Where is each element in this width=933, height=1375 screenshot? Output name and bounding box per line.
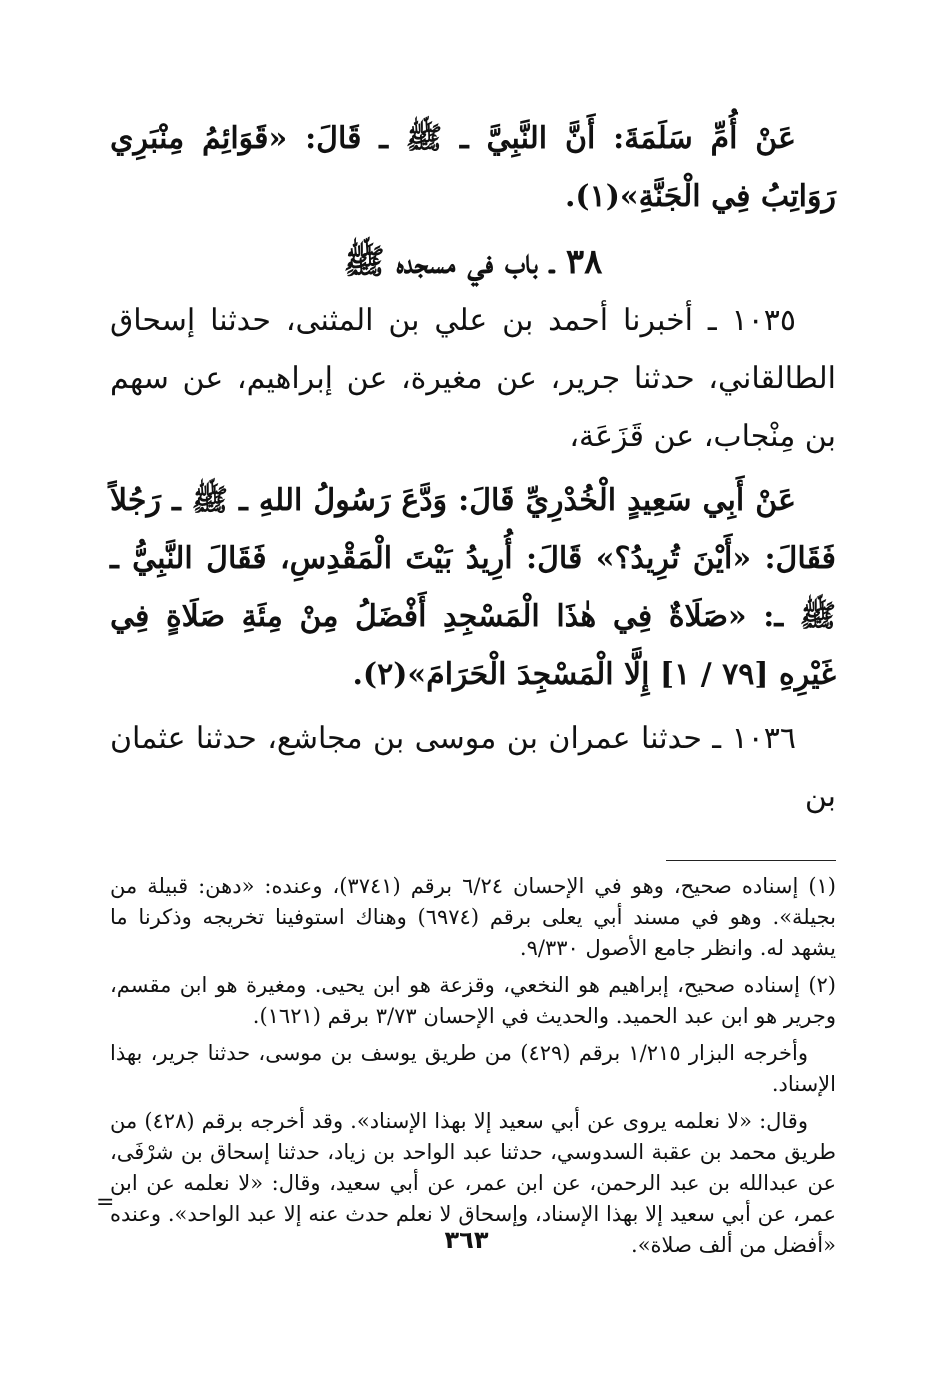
- page-number: ٣٦٣: [444, 1226, 489, 1254]
- hadith-1036-start: ١٠٣٦ ـ حدثنا عمران بن موسى بن مجاشع، حدثنا عثمان بن: [110, 721, 836, 814]
- footnote-2-continuation-b: وقال: «لا نعلمه يروى عن أبي سعيد إلا بهذا الإسناد». وقد أخرجه برقم (٤٢٨) من طريق محمد بن عقبة السدوسي، حدثنا عبد الواحد بن زياد، حدثنا إسحاق بن شرْفَى، عن عبدالله بن عبد الرحمن، عن ابن عمر، عن أبي سعيد، وقال: «لا نعلمه عن ابن عمر، عن أبي سعيد إلا بهذا الإسناد، وإسحاق لا نعلم حدث عنه إلا عبد الواحد». وعنده «أفضل من ألف صلاة».: [110, 1109, 836, 1257]
- footnote-divider: [666, 860, 836, 861]
- footnote-2-continuation-a: وأخرجه البزار ١/٢١٥ برقم (٤٢٩) من طريق يوسف بن موسى، حدثنا جرير، بهذا الإسناد.: [110, 1041, 836, 1096]
- continuation-marker: =: [96, 1190, 115, 1215]
- hadith-1035-isnad: ١٠٣٥ ـ أخبرنا أحمد بن علي بن المثنى، حدثنا إسحاق الطالقاني، حدثنا جرير، عن مغيرة، عن إبراهيم، عن سهم بن مِنْجاب، عن قَزَعَة،: [110, 303, 836, 454]
- hadith-1035-matn: عَنْ أَبِي سَعِيدٍ الْخُدْرِيِّ قَالَ: وَدَّعَ رَسُولُ اللهِ ـ ﷺ ـ رَجُلاً فَقَالَ: «أَيْنَ تُرِيدُ؟» قَالَ: أُرِيدُ بَيْتَ الْمَقْدِسِ، فَقَالَ النَّبِيُّ ـ ﷺ ـ: «صَلَاةٌ فِي هٰذَا الْمَسْجِدِ أَفْضَلُ مِنْ مِئَةِ صَلَاةٍ فِي غَيْرِهِ [٧٩ / ١] إِلَّا الْمَسْجِدَ الْحَرَامَ»(٢).: [110, 483, 836, 692]
- footnotes: [110, 871, 836, 1261]
- chapter-heading: ٣٨ ـ باب في مسجده ﷺ: [343, 242, 603, 282]
- footnote-2: (٢) إسناده صحيح، إبراهيم هو النخعي، وقزعة هو ابن يحيى. ومغيرة هو ابن مقسم، وجرير هو ابن عبد الحميد. والحديث في الإحسان ٣/٧٣ برقم (١٦٢١).: [110, 973, 836, 1028]
- page-body: [110, 110, 836, 1267]
- top-paragraph: عَنْ أُمِّ سَلَمَةَ: أَنَّ النَّبِيَّ ـ ﷺ ـ قَالَ: «قَوَائِمُ مِنْبَرِي رَوَاتِبُ فِي الْجَنَّةِ»(١).: [110, 121, 836, 214]
- footnote-1: (١) إسناده صحيح، وهو في الإحسان ٦/٢٤ برقم (٣٧٤١)، وعنده: «دهن: قبيلة من بجيلة». وهو في مسند أبي يعلى برقم (٦٩٧٤) وهناك استوفينا تخريجه وذكرنا ما يشهد له. وانظر جامع الأصول ٩/٣٣٠.: [110, 874, 837, 960]
